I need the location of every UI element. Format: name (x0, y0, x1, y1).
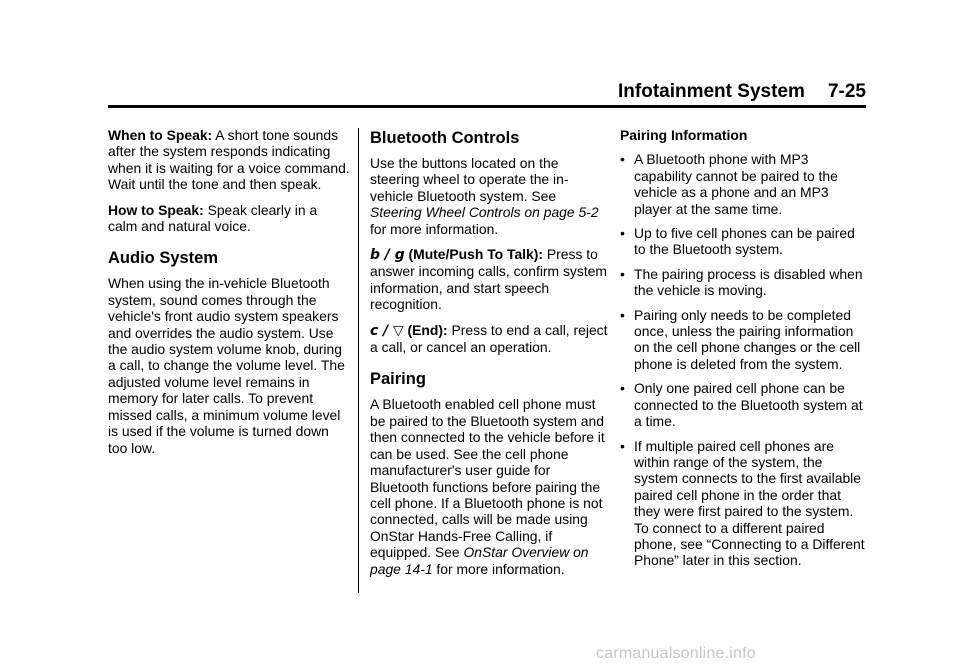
bluetooth-controls-text: Use the buttons located on the steering wheel to operate the in-vehicle Bluetooth system. See (370, 155, 569, 204)
steering-wheel-controls-link[interactable]: Steering Wheel Controls on page 5-2 (370, 204, 599, 221)
watermark: carmanualsonline.info (596, 645, 756, 662)
list-item (620, 225, 870, 258)
end-call-icon: c / ▽ (370, 322, 404, 339)
column-1 (108, 127, 350, 465)
header-rule (108, 105, 866, 108)
mute-push-to-talk-icon: b / g (370, 247, 405, 264)
list-item (620, 380, 870, 429)
column-divider (358, 128, 359, 593)
end-label: (End): (407, 321, 448, 338)
pairing-information-list (620, 151, 870, 568)
bullet-icon: • (620, 265, 625, 282)
bluetooth-controls-paragraph (370, 155, 608, 237)
pairing-heading: Pairing (370, 370, 426, 389)
column-2 (370, 128, 608, 586)
list-item-text: If multiple paired cell phones are within range of the system, the system connects to the first available paired cell phone in the order that they were first paired to the system. To connect to a different paired phone, see “Connecting to a Different Phone” later in this section. (634, 437, 865, 569)
list-item (620, 307, 870, 373)
pairing-text-end: for more information. (436, 560, 565, 577)
section-title: Infotainment System (618, 81, 805, 102)
end-paragraph (370, 322, 608, 356)
list-item-text: Up to five cell phones can be paired to the Bluetooth system. (634, 225, 855, 258)
how-to-speak-text: Speak clearly in a calm and natural voice. (108, 201, 318, 235)
mute-push-to-talk-paragraph (370, 246, 608, 313)
bluetooth-controls-text-end: for more information. (370, 220, 499, 237)
how-to-speak-paragraph (108, 202, 350, 235)
list-item-text: The pairing process is disabled when the vehicle is moving. (634, 265, 863, 299)
pairing-text: A Bluetooth enabled cell phone must be paired to the Bluetooth system and then connected to the vehicle before it can be used. See the cell phone manufacturer's user guide for Bluetooth functions before pairing the cell phone. If a Bluetooth phone is not connected, calls will be made using OnStar Hands-Free Calling, if equipped. See (370, 396, 605, 561)
bullet-icon: • (620, 225, 625, 242)
when-to-speak-text: A short tone sounds after the system responds indicating when it is waiting for a voice command. Wait until the tone and then speak. (108, 127, 350, 193)
page-number: 7-25 (827, 81, 866, 102)
pairing-paragraph (370, 396, 608, 576)
column-3 (620, 127, 870, 577)
how-to-speak-label: How to Speak: (108, 201, 204, 218)
list-item-text: Pairing only needs to be completed once, unless the pairing information on the cell phone changes or the cell phone is deleted from the system. (634, 306, 861, 372)
bluetooth-controls-heading: Bluetooth Controls (370, 129, 520, 147)
mute-push-to-talk-text: Press to answer incoming calls, confirm system information, and start speech recognition. (370, 246, 607, 313)
list-item-text: Only one paired cell phone can be connected to the Bluetooth system at a time. (634, 380, 863, 430)
list-item-text: A Bluetooth phone with MP3 capability cannot be paired to the vehicle as a phone and an MP3 player at the same time. (634, 151, 838, 217)
when-to-speak-paragraph (108, 127, 350, 193)
audio-system-text: When using the in-vehicle Bluetooth system, sound comes through the vehicle's front audio system speakers and overrides the audio system. Use the audio system volume knob, during a call, to change the volume level. The adjusted volume level remains in memory for later calls. To prevent missed calls, a minimum volume level is used if the volume is turned down too low. (108, 275, 345, 456)
audio-system-heading: Audio System (108, 249, 219, 268)
when-to-speak-label: When to Speak: (108, 127, 213, 143)
pairing-information-subheading: Pairing Information (620, 127, 748, 143)
end-text: Press to end a call, reject a call, or cancel an operation. (370, 321, 608, 356)
list-item (620, 438, 870, 569)
bullet-icon: • (620, 380, 625, 397)
onstar-overview-link[interactable]: OnStar Overview on page 14-1 (370, 544, 589, 577)
mute-push-to-talk-label: (Mute/Push To Talk): (408, 246, 544, 263)
bullet-icon: • (620, 306, 625, 323)
list-item (620, 151, 870, 217)
bullet-icon: • (620, 437, 625, 454)
list-item (620, 266, 870, 299)
page-header (600, 80, 866, 104)
bullet-icon: • (620, 151, 625, 168)
